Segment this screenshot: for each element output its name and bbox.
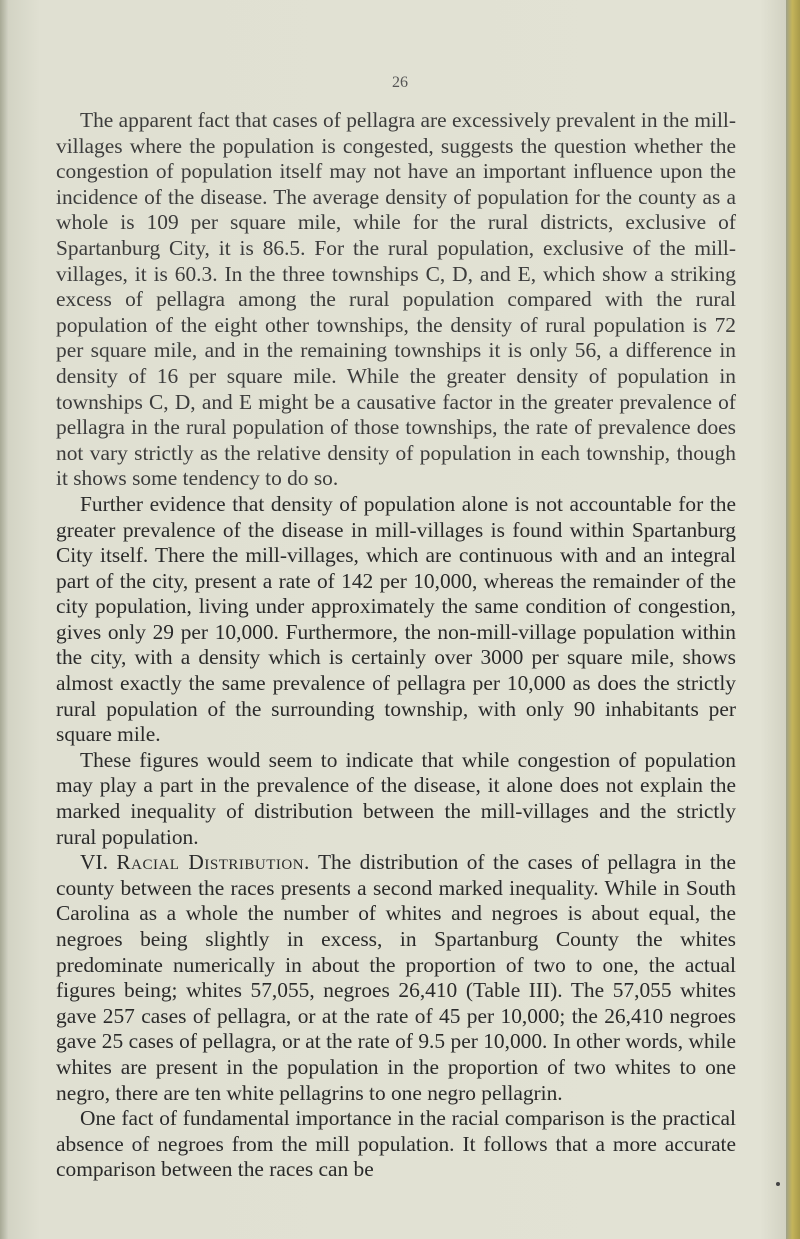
paragraph-racial-distribution [56, 850, 736, 1106]
paragraph-conclusion: These figures would seem to indicate that while congestion of population may play a part in the prevalence of the disease, it alone does not explain the marked inequality of distribution between the mill-villages and the strictly rural population. [56, 747, 736, 849]
book-spine-edge [786, 0, 800, 1239]
section-paragraph-text: The distribution of the cases of pellagra in the county between the races presents a second marked inequality. While in South Carolina as a whole the number of whites and negroes is about equal, the negroes being slightly in excess, in Spartanburg County the whites predominate numerically in about the proportion of two to one, the actual figures being; whites 57,055, negroes 26,410 (Table III). The 57,055 whites gave 257 cases of pellagra, or at the rate of 45 per 10,000; the 26,410 negroes gave 25 cases of pellagra, or at the rate of 9.5 per 10,000. In other words, while whites are present in the population in the proportion of two whites to one negro, there are ten white pellagrins to one negro pellagrin. [56, 850, 736, 1105]
page-left-edge [0, 0, 8, 1239]
section-heading: Racial Distribution. [116, 850, 310, 875]
paragraph-congestion: The apparent fact that cases of pellagra are excessively prevalent in the mill-villages where the population is congested, suggests the question whether the congestion of population itself may not have an important influence upon the incidence of the disease. The average density of population for the county as a whole is 109 per square mile, while for the rural districts, exclusive of Spartanburg City, it is 86.5. For the rural population, exclusive of the mill-villages, it is 60.3. In the three townships C, D, and E, which show a striking excess of pellagra among the rural population compared with the rural population of the eight other townships, the density of rural population is 72 per square mile, and in the remaining townships it is only 56, a difference in density of 16 per square mile. While the greater density of population in townships C, D, and E might be a causative factor in the greater prevalence of pellagra in the rural population of those townships, the rate of prevalence does not vary strictly as the relative density of population in each township, though it shows some tendency to do so. [56, 108, 736, 491]
section-number: VI. [80, 850, 108, 875]
margin-mark [776, 1182, 780, 1186]
page-number: 26 [392, 74, 408, 91]
body-text [56, 108, 736, 1183]
paragraph-density-evidence: Further evidence that density of population alone is not accountable for the greater prevalence of the disease in mill-villages is found within Spartanburg City itself. There the mill-villages, which are continuous with and an integral part of the city, present a rate of 142 per 10,000, whereas the remainder of the city population, living under approximately the same condition of congestion, gives only 29 per 10,000. Furthermore, the non-mill-village population within the city, with a density which is certainly over 3000 per square mile, shows almost exactly the same prevalence of pellagra per 10,000 as does the strictly rural population of the surrounding township, with only 90 inhabitants per square mile. [56, 491, 736, 747]
paragraph-racial-comparison: One fact of fundamental importance in the racial comparison is the practical absence of negroes from the mill population. It follows that a more accurate comparison between the races can be [56, 1106, 736, 1182]
